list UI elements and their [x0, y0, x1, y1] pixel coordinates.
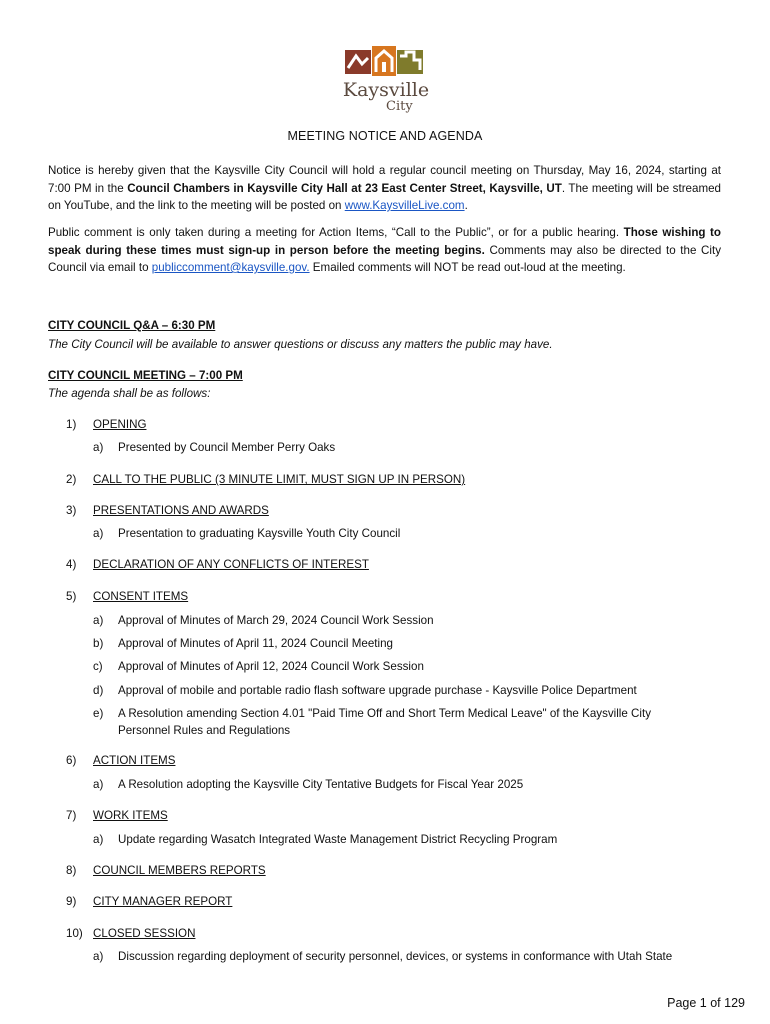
agenda-subitem: d) Approval of mobile and portable radio flash software upgrade purchase - Kaysville Police Department: [93, 684, 637, 697]
meeting-description: The agenda shall be as follows:: [48, 387, 211, 400]
agenda-subitem: a) A Resolution adopting the Kaysville City Tentative Budgets for Fiscal Year 2025: [93, 778, 524, 791]
page-number: Page 1 of 129: [667, 996, 745, 1010]
agenda-item-label: OPENING: [93, 418, 147, 431]
agenda-subitem: a) Presentation to graduating Kaysville Youth City Council: [93, 527, 401, 540]
kaysvillelive-link[interactable]: www.KaysvilleLive.com: [344, 199, 465, 212]
agenda-item-label: WORK ITEMS: [93, 809, 168, 822]
page-title: MEETING NOTICE AND AGENDA: [287, 129, 483, 143]
agenda-item: 5) CONSENT ITEMS: [66, 590, 189, 603]
agenda-item: 4) DECLARATION OF ANY CONFLICTS OF INTEREST: [66, 558, 369, 571]
agenda-item: 10) CLOSED SESSION: [66, 927, 196, 940]
logo-wordmark: Kaysville: [342, 79, 430, 101]
agenda-item: 9) CITY MANAGER REPORT: [66, 895, 233, 908]
signup-notice: Those wishing to speak during these times must sign-up in person before the meeting begins.: [48, 226, 721, 257]
agenda-subitem: e) A Resolution amending Section 4.01 "Paid Time Off and Short Term Medical Leave" of the Kaysville City Personnel Rules and Regulations: [93, 707, 652, 737]
qa-heading: CITY COUNCIL Q&A – 6:30 PM: [48, 319, 216, 332]
agenda-item: 8) COUNCIL MEMBERS REPORTS: [66, 864, 266, 877]
agenda-item-label: PRESENTATIONS AND AWARDS: [93, 504, 269, 517]
agenda-item: 1) OPENING: [66, 418, 147, 431]
agenda-subitem: a) Discussion regarding deployment of security personnel, devices, or systems in conformance with Utah State: [93, 950, 673, 963]
agenda-item-label: ACTION ITEMS: [93, 754, 176, 767]
agenda-subitem: c) Approval of Minutes of April 12, 2024 Council Work Session: [93, 660, 424, 673]
logo-house-icon: [338, 46, 434, 82]
agenda-item-label: CONSENT ITEMS: [93, 590, 189, 603]
logo-subtitle: City: [386, 99, 413, 114]
agenda-subitem: a) Presented by Council Member Perry Oaks: [93, 441, 336, 454]
agenda-item: 7) WORK ITEMS: [66, 809, 168, 822]
agenda-subitem: a) Approval of Minutes of March 29, 2024 Council Work Session: [93, 614, 434, 627]
kaysville-city-logo: [338, 46, 434, 120]
agenda-subitem: a) Update regarding Wasatch Integrated Waste Management District Recycling Program: [93, 833, 558, 846]
agenda-item-label: COUNCIL MEMBERS REPORTS: [93, 864, 266, 877]
meeting-location: Council Chambers in Kaysville City Hall at 23 East Center Street, Kaysville, UT: [127, 181, 562, 195]
agenda-item-label: CITY MANAGER REPORT: [93, 895, 233, 908]
agenda-item-label: DECLARATION OF ANY CONFLICTS OF INTEREST: [93, 558, 369, 571]
public-comment-paragraph: Public comment is only taken during a meeting for Action Items, “Call to the Public”, or for a public hearing. Those wishing to speak during these times must sign-up in person before the meeting begins. Comments may also be directed to the City Council via email to publiccomment@kaysville.gov. Emailed comments will NOT be read out-loud at the meeting.: [48, 226, 721, 274]
agenda-item: 2) CALL TO THE PUBLIC (3 MINUTE LIMIT, MUST SIGN UP IN PERSON): [66, 473, 466, 486]
agenda-item: 6) ACTION ITEMS: [66, 754, 176, 767]
agenda-item-label: CLOSED SESSION: [93, 927, 196, 940]
meeting-heading: CITY COUNCIL MEETING – 7:00 PM: [48, 369, 243, 382]
agenda-subitem: b) Approval of Minutes of April 11, 2024 Council Meeting: [93, 637, 393, 650]
notice-paragraph: Notice is hereby given that the Kaysville City Council will hold a regular council meeting on Thursday, May 16, 2024, starting at 7:00 PM in the Council Chambers in Kaysville City Hall at 23 East Center Street, Kaysville, UT. The meeting will be streamed on YouTube, and the link to the meeting will be posted on www.KaysvilleLive.com.: [48, 164, 722, 212]
public-comment-email-link[interactable]: publiccomment@kaysville.gov.: [151, 261, 310, 274]
agenda-item-label: CALL TO THE PUBLIC (3 MINUTE LIMIT, MUST SIGN UP IN PERSON): [93, 473, 466, 486]
agenda-item: 3) PRESENTATIONS AND AWARDS: [66, 504, 269, 517]
qa-description: The City Council will be available to answer questions or discuss any matters the public may have.: [48, 338, 553, 351]
